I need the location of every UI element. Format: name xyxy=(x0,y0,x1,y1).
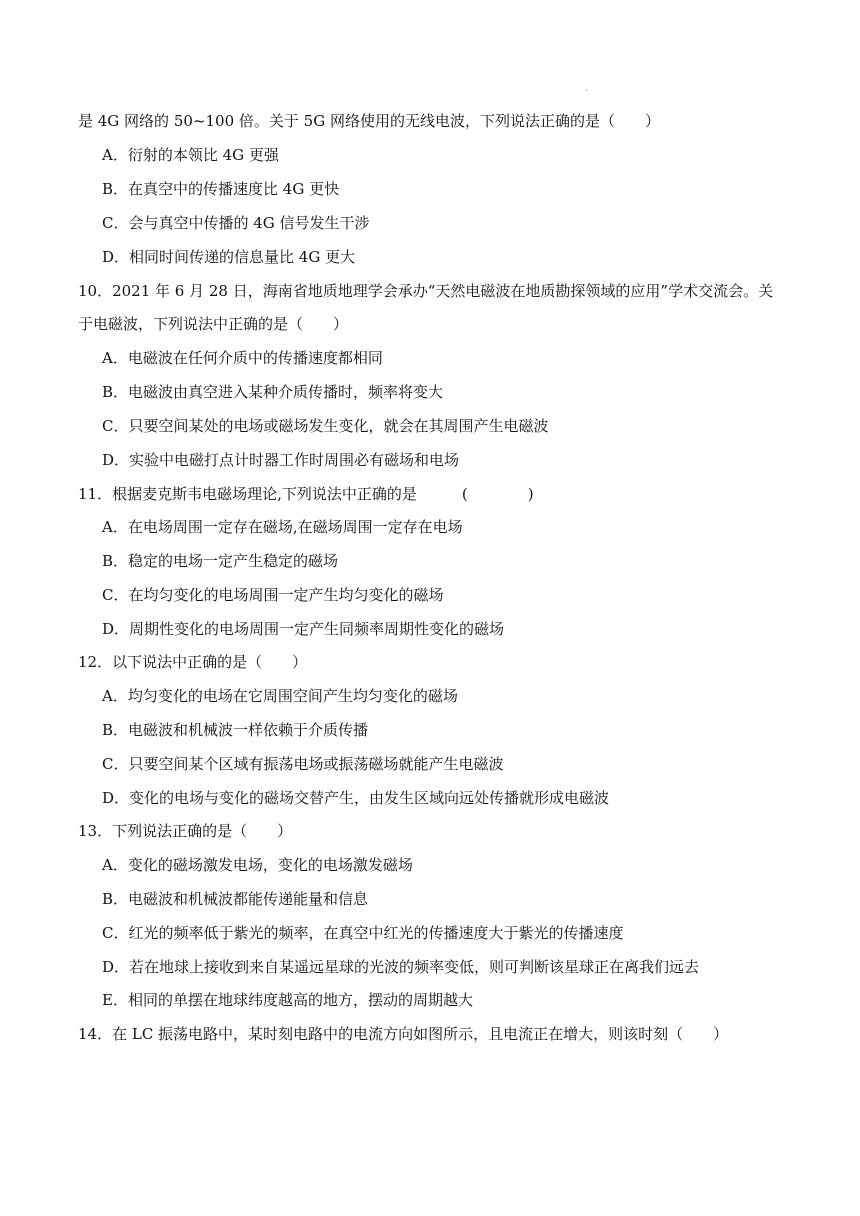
option-text: B．电磁波和机械波一样依赖于介质传播 xyxy=(102,721,369,739)
option-text: D．相同时间传递的信息量比 4G 更大 xyxy=(102,248,356,266)
question-text: 13．下列说法正确的是（ ） xyxy=(78,822,293,840)
question-text: 10．2021 年 6 月 28 日，海南省地质地理学会承办“天然电磁波在地质勘探领域的应用”学术交流会。关 xyxy=(78,282,774,300)
option-text: A．电磁波在任何介质中的传播速度都相同 xyxy=(102,349,383,367)
question-text: 于电磁波，下列说法中正确的是（ ） xyxy=(78,315,349,333)
option-text: B．电磁波由真空进入某种介质传播时，频率将变大 xyxy=(102,383,444,401)
option-text: E．相同的单摆在地球纬度越高的地方，摆动的周期越大 xyxy=(102,991,473,1009)
option-text: D．周期性变化的电场周围一定产生同频率周期性变化的磁场 xyxy=(102,620,505,638)
option-text: A．在电场周围一定存在磁场,在磁场周围一定存在电场 xyxy=(102,518,463,536)
option-text: C．只要空间某个区域有振荡电场或振荡磁场就能产生电磁波 xyxy=(102,755,504,773)
question-text: 14．在 LC 振荡电路中，某时刻电路中的电流方向如图所示，且电流正在增大，则该时刻（ ） xyxy=(78,1025,729,1043)
option-text: C．只要空间某处的电场或磁场发生变化，就会在其周围产生电磁波 xyxy=(102,417,549,435)
option-text: D．若在地球上接收到来自某遥远星球的光波的频率变低，则可判断该星球正在离我们远去 xyxy=(102,958,700,976)
option-text: A．均匀变化的电场在它周围空间产生均匀变化的磁场 xyxy=(102,687,458,705)
option-text: C．在均匀变化的电场周围一定产生均匀变化的磁场 xyxy=(102,586,444,604)
option-text: B．在真空中的传播速度比 4G 更快 xyxy=(102,180,340,198)
option-text: D．变化的电场与变化的磁场交替产生，由发生区域向远处传播就形成电磁波 xyxy=(102,789,610,807)
option-text: C．红光的频率低于紫光的频率，在真空中红光的传播速度大于紫光的传播速度 xyxy=(102,924,624,942)
question-text: 是 4G 网络的 50~100 倍。关于 5G 网络使用的无线电波，下列说法正确的是（ ） xyxy=(78,112,660,130)
option-text: C．会与真空中传播的 4G 信号发生干涉 xyxy=(102,214,370,232)
option-text: D．实验中电磁打点计时器工作时周围必有磁场和电场 xyxy=(102,451,460,469)
option-text: B．稳定的电场一定产生稳定的磁场 xyxy=(102,552,339,570)
question-text: 12．以下说法中正确的是（ ） xyxy=(78,653,308,671)
option-text: A．衍射的本领比 4G 更强 xyxy=(102,146,279,164)
question-text: 11．根据麦克斯韦电磁场理论,下列说法中正确的是 ( ) xyxy=(78,485,534,503)
option-text: A．变化的磁场激发电场，变化的电场激发磁场 xyxy=(102,856,413,874)
header-dot: . xyxy=(585,84,588,93)
option-text: B．电磁波和机械波都能传递能量和信息 xyxy=(102,890,369,908)
